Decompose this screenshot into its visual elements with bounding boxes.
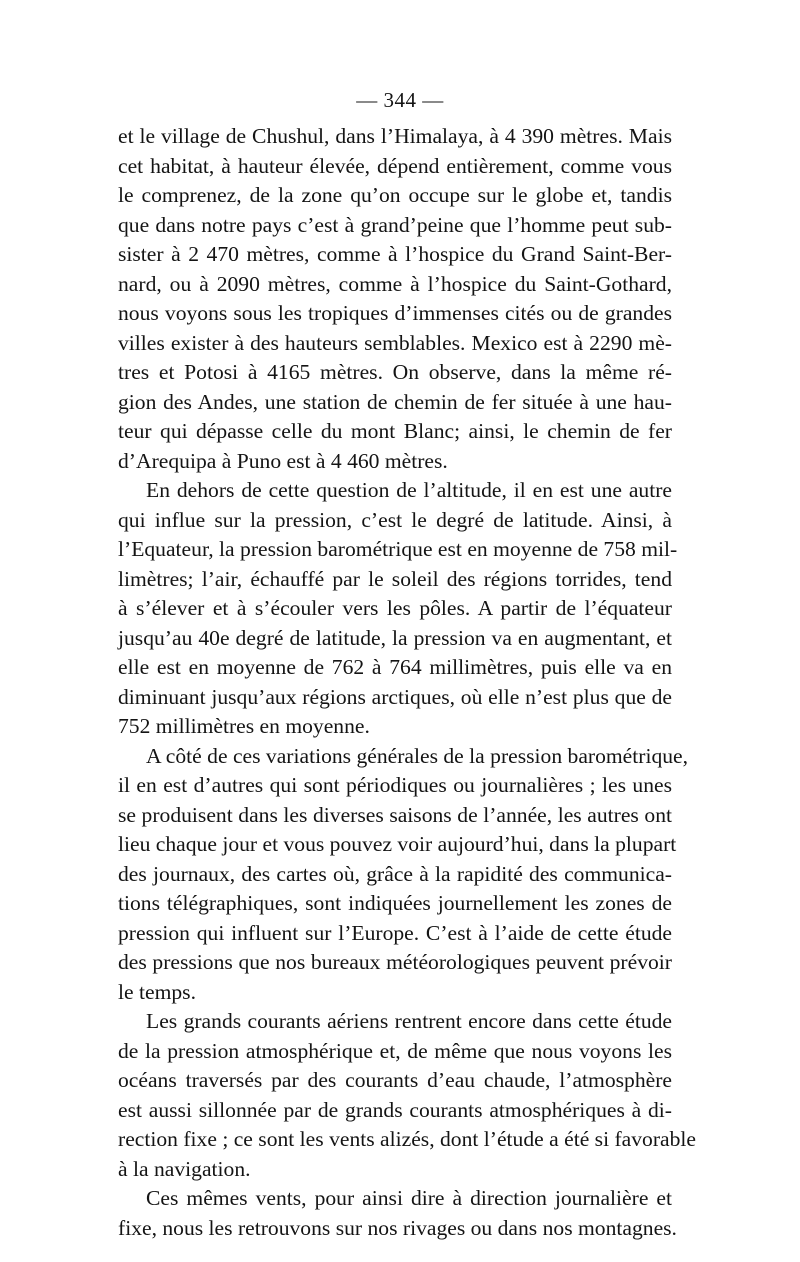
text-line: de la pression atmosphérique et, de même que nous voyons les <box>118 1038 672 1063</box>
text-line: l’Equateur, la pression barométrique est en moyenne de 758 mil- <box>118 537 678 561</box>
text-line: pression qui influent sur l’Europe. C’est à l’aide de cette étude <box>118 920 672 945</box>
text-line: océans traversés par des courants d’eau chaude, l’atmosphère <box>118 1068 672 1092</box>
text-line: tions télégraphiques, sont indiquées journellement les zones de <box>118 891 672 915</box>
text-line: En dehors de cette question de l’altitude, il en est une autre <box>146 478 672 502</box>
text-line: Ces mêmes vents, pour ainsi dire à direction journalière et <box>146 1186 672 1210</box>
text-line: fixe, nous les retrouvons sur nos rivages ou dans nos montagnes. <box>118 1215 677 1240</box>
text-line: Les grands courants aériens rentrent encore dans cette étude <box>146 1009 672 1033</box>
text-line: lieu chaque jour et vous pouvez voir aujourd’hui, dans la plupart <box>118 832 677 856</box>
text-line: des pressions que nos bureaux météorologiques peuvent prévoir <box>118 950 672 974</box>
text-line: 752 millimètres en moyenne. <box>118 714 370 738</box>
text-line: et le village de Chushul, dans l’Himalaya, à 4 390 mètres. Mais <box>118 124 672 148</box>
text-line: le temps. <box>118 979 196 1004</box>
text-line: tres et Potosi à 4165 mètres. On observe, dans la même ré- <box>118 360 672 384</box>
text-line: rection fixe ; ce sont les vents alizés, dont l’étude a été si favorable <box>118 1127 697 1151</box>
body-text <box>118 122 697 1243</box>
text-line: que dans notre pays c’est à grand’peine que l’homme peut sub- <box>118 212 672 237</box>
text-line: est aussi sillonnée par de grands courants atmosphériques à di- <box>118 1097 672 1122</box>
text-line: sister à 2 470 mètres, comme à l’hospice du Grand Saint-Ber- <box>118 242 672 266</box>
text-line: jusqu’au 40e degré de latitude, la pression va en augmentant, et <box>118 625 672 650</box>
text-line: gion des Andes, une station de chemin de fer située à une hau- <box>118 389 672 414</box>
text-line: teur qui dépasse celle du mont Blanc; ainsi, le chemin de fer <box>118 419 672 443</box>
text-line: nous voyons sous les tropiques d’immenses cités ou de grandes <box>118 301 672 325</box>
text-line: qui influe sur la pression, c’est le degré de latitude. Ainsi, à <box>118 507 672 532</box>
text-line: nard, ou à 2090 mètres, comme à l’hospice du Saint-Gothard, <box>118 271 672 296</box>
text-line: à la navigation. <box>118 1156 251 1181</box>
text-line: d’Arequipa à Puno est à 4 460 mètres. <box>118 448 448 473</box>
text-line: des journaux, des cartes où, grâce à la rapidité des communica- <box>118 861 672 886</box>
text-line: diminuant jusqu’aux régions arctiques, où elle n’est plus que de <box>118 684 672 709</box>
text-line: le comprenez, de la zone qu’on occupe sur le globe et, tandis <box>118 183 672 207</box>
text-line: elle est en moyenne de 762 à 764 millimètres, puis elle va en <box>118 655 672 679</box>
text-line: villes exister à des hauteurs semblables. Mexico est à 2290 mè- <box>118 330 672 355</box>
text-line: cet habitat, à hauteur élevée, dépend entièrement, comme vous <box>118 153 672 178</box>
text-line: se produisent dans les diverses saisons de l’année, les autres ont <box>118 802 672 827</box>
text-line: à s’élever et à s’écouler vers les pôles. A partir de l’équateur <box>118 596 672 620</box>
page-number: — 344 — <box>356 88 444 112</box>
text-line: A côté de ces variations générales de la pression barométrique, <box>146 743 689 768</box>
text-line: limètres; l’air, échauffé par le soleil des régions torrides, tend <box>118 566 672 591</box>
text-line: il en est d’autres qui sont périodiques ou journalières ; les unes <box>118 773 672 797</box>
